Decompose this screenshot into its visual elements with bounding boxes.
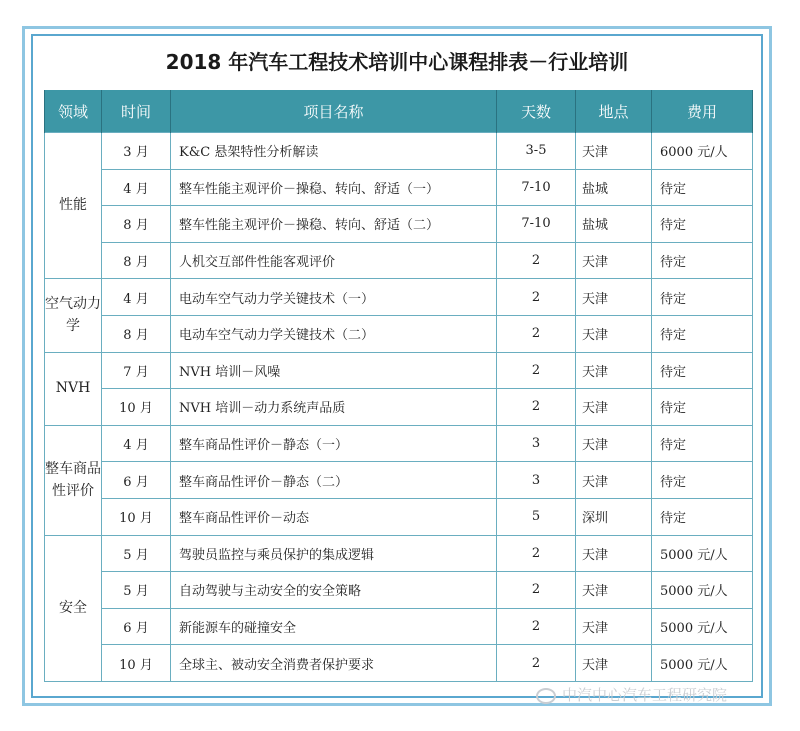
header-days: 天数 — [497, 90, 576, 133]
time-cell: 10 月 — [102, 389, 171, 426]
fee-cell: 待定 — [652, 462, 753, 499]
time-cell: 4 月 — [102, 169, 171, 206]
time-cell: 10 月 — [102, 645, 171, 682]
fee-cell: 待定 — [652, 242, 753, 279]
table-row — [45, 315, 753, 352]
time-cell: 8 月 — [102, 206, 171, 243]
project-name-cell: 整车性能主观评价－操稳、转向、舒适（二） — [171, 206, 497, 243]
project-name-cell: 整车商品性评价－静态（一） — [171, 425, 497, 462]
time-cell: 8 月 — [102, 242, 171, 279]
table-row — [45, 242, 753, 279]
domain-cell: 性能 — [45, 133, 102, 279]
project-name-cell: 人机交互部件性能客观评价 — [171, 242, 497, 279]
table-row — [45, 645, 753, 682]
location-cell: 天津 — [576, 425, 652, 462]
header-project-name: 项目名称 — [171, 90, 497, 133]
project-name-cell: 全球主、被动安全消费者保护要求 — [171, 645, 497, 682]
project-name-cell: NVH 培训－风噪 — [171, 352, 497, 389]
fee-cell: 待定 — [652, 425, 753, 462]
table-row — [45, 352, 753, 389]
days-cell: 2 — [497, 242, 576, 279]
time-cell: 7 月 — [102, 352, 171, 389]
fee-cell: 5000 元/人 — [652, 608, 753, 645]
domain-cell: 整车商品性评价 — [45, 425, 102, 535]
project-name-cell: 新能源车的碰撞安全 — [171, 608, 497, 645]
days-cell: 2 — [497, 535, 576, 572]
fee-cell: 6000 元/人 — [652, 133, 753, 170]
location-cell: 天津 — [576, 352, 652, 389]
time-cell: 8 月 — [102, 315, 171, 352]
location-cell: 天津 — [576, 242, 652, 279]
project-name-cell: 驾驶员监控与乘员保护的集成逻辑 — [171, 535, 497, 572]
project-name-cell: 电动车空气动力学关键技术（一） — [171, 279, 497, 316]
time-cell: 10 月 — [102, 498, 171, 535]
fee-cell: 5000 元/人 — [652, 572, 753, 609]
project-name-cell: 电动车空气动力学关键技术（二） — [171, 315, 497, 352]
header-location: 地点 — [576, 90, 652, 133]
days-cell: 3-5 — [497, 133, 576, 170]
location-cell: 盐城 — [576, 206, 652, 243]
time-cell: 4 月 — [102, 279, 171, 316]
fee-cell: 待定 — [652, 498, 753, 535]
days-cell: 2 — [497, 608, 576, 645]
fee-cell: 待定 — [652, 315, 753, 352]
watermark — [536, 684, 727, 705]
days-cell: 2 — [497, 572, 576, 609]
table-header-row — [45, 90, 753, 133]
location-cell: 天津 — [576, 645, 652, 682]
table-row — [45, 206, 753, 243]
location-cell: 天津 — [576, 279, 652, 316]
table-row — [45, 462, 753, 499]
location-cell: 天津 — [576, 315, 652, 352]
wechat-icon — [536, 688, 556, 704]
days-cell: 5 — [497, 498, 576, 535]
days-cell: 7-10 — [497, 206, 576, 243]
table-row — [45, 572, 753, 609]
days-cell: 2 — [497, 645, 576, 682]
location-cell: 天津 — [576, 389, 652, 426]
location-cell: 天津 — [576, 572, 652, 609]
time-cell: 5 月 — [102, 572, 171, 609]
fee-cell: 待定 — [652, 206, 753, 243]
table-row — [45, 425, 753, 462]
table-row — [45, 133, 753, 170]
project-name-cell: K&C 悬架特性分析解读 — [171, 133, 497, 170]
days-cell: 2 — [497, 279, 576, 316]
header-domain: 领域 — [45, 90, 102, 133]
project-name-cell: 整车性能主观评价－操稳、转向、舒适（一） — [171, 169, 497, 206]
time-cell: 3 月 — [102, 133, 171, 170]
table-row — [45, 498, 753, 535]
location-cell: 天津 — [576, 535, 652, 572]
project-name-cell: 自动驾驶与主动安全的安全策略 — [171, 572, 497, 609]
location-cell: 天津 — [576, 133, 652, 170]
location-cell: 深圳 — [576, 498, 652, 535]
fee-cell: 5000 元/人 — [652, 535, 753, 572]
days-cell: 2 — [497, 389, 576, 426]
table-body — [45, 133, 753, 682]
table-row — [45, 169, 753, 206]
course-schedule-table — [44, 90, 753, 682]
domain-cell: 空气动力学 — [45, 279, 102, 352]
time-cell: 4 月 — [102, 425, 171, 462]
time-cell: 6 月 — [102, 608, 171, 645]
fee-cell: 待定 — [652, 279, 753, 316]
table-row — [45, 535, 753, 572]
header-time: 时间 — [102, 90, 171, 133]
table-row — [45, 279, 753, 316]
project-name-cell: 整车商品性评价－静态（二） — [171, 462, 497, 499]
time-cell: 6 月 — [102, 462, 171, 499]
project-name-cell: 整车商品性评价－动态 — [171, 498, 497, 535]
header-fee: 费用 — [652, 90, 753, 133]
days-cell: 7-10 — [497, 169, 576, 206]
location-cell: 天津 — [576, 608, 652, 645]
days-cell: 3 — [497, 462, 576, 499]
location-cell: 盐城 — [576, 169, 652, 206]
time-cell: 5 月 — [102, 535, 171, 572]
project-name-cell: NVH 培训－动力系统声品质 — [171, 389, 497, 426]
fee-cell: 5000 元/人 — [652, 645, 753, 682]
days-cell: 2 — [497, 352, 576, 389]
watermark-text: 中汽中心汽车工程研究院 — [562, 686, 728, 704]
table-row — [45, 389, 753, 426]
page-title: 2018 年汽车工程技术培训中心课程排表－行业培训 — [165, 50, 629, 74]
domain-cell: NVH — [45, 352, 102, 425]
location-cell: 天津 — [576, 462, 652, 499]
fee-cell: 待定 — [652, 389, 753, 426]
domain-cell: 安全 — [45, 535, 102, 681]
table-row — [45, 608, 753, 645]
fee-cell: 待定 — [652, 352, 753, 389]
days-cell: 2 — [497, 315, 576, 352]
fee-cell: 待定 — [652, 169, 753, 206]
days-cell: 3 — [497, 425, 576, 462]
